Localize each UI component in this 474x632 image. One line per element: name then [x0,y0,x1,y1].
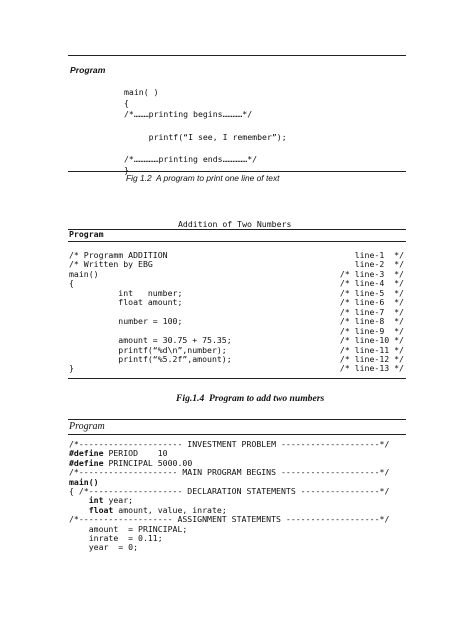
fig3-program-heading: Program [69,421,105,432]
fig2-line-comment: /* line-7 */ [339,306,404,317]
fig2-line-comment: line-2 */ [354,259,404,270]
fig2-code-line: main() [69,268,99,279]
fig3-code-text: year = 0; [69,542,139,553]
fig1-code-line: /*……………printing ends……………*/ [124,154,258,165]
fig1-code-line: { [124,98,129,109]
fig2-line-comment: /* line-9 */ [339,325,404,336]
fig3-keyword: float [69,504,114,515]
fig3-code-text: /*------------------- ASSIGNMENT STATEMENTS -------------------*/ [69,514,390,525]
fig3-code-text: amount = PRINCIPAL; [69,523,188,534]
fig2-code-line: } [69,363,74,374]
fig2-line-comment: /* line-8 */ [339,316,404,327]
fig2-top-rule [68,229,406,230]
fig2-line-comment: /* line-12 */ [339,353,404,364]
fig2-code-line: int number; [69,287,183,298]
fig2-code-line: amount = 30.75 + 75.35; [69,335,232,346]
fig2-line-comment: /* line-4 */ [339,278,404,289]
fig1-bottom-rule [68,171,406,172]
fig2-line-comment: /* line-6 */ [339,297,404,308]
fig2-code-line: float amount; [69,297,183,308]
fig1-code-line: printf(“I see, I remember”); [124,131,287,142]
fig1-code-line: } [124,165,129,176]
fig3-code-line [69,541,138,553]
fig2-code-line: /* Written by EBG [69,259,153,270]
fig2-line-comment: line-1 */ [354,250,404,260]
fig1-code-line: /*………printing begins…………*/ [124,109,253,120]
fig2-code-line: { [69,278,74,289]
fig3-code-text: year; [103,495,134,506]
fig2-code-line: printf(“%5.2f”,amount); [69,353,232,364]
fig2-line-comment: /* line-13 */ [339,363,404,374]
fig3-code-text: { /*------------------- DECLARATION STATEMENTS ----------------*/ [69,486,390,496]
fig3-code-text: inrate = 0.11; [69,533,163,543]
fig3-keyword: main() [69,476,99,487]
fig2-line-comment: /* line-3 */ [339,268,404,279]
fig3-keyword: #define [69,457,104,468]
fig2-bottom-rule [68,378,406,379]
fig1-program-heading: Program [70,65,106,75]
fig2-code-line: number = 100; [69,316,183,327]
fig1-caption: Fig 1.2 A program to print one line of text [126,173,280,183]
fig1-top-rule [68,55,406,56]
fig2-line-comment: /* line-5 */ [339,287,404,298]
fig2-code-line: /* Programm ADDITION [69,250,168,260]
fig2-line-comment: /* line-11 */ [339,344,404,355]
fig3-keyword: int [69,495,104,506]
fig2-caption: Fig.1.4 Program to add two numbers [176,393,325,404]
fig3-top-rule [68,419,406,420]
fig3-code-text: /*-------------------- MAIN PROGRAM BEGINS --------------------*/ [69,467,390,478]
fig3-code-text: amount, value, inrate; [113,504,227,515]
fig2-title: Addition of Two Numbers [178,219,292,229]
fig3-keyword: #define [69,448,104,459]
fig3-code-text: PERIOD 10 [103,448,168,459]
fig2-mid-rule [68,241,406,242]
fig3-code-text: /*--------------------- INVESTMENT PROBLEM --------------------*/ [69,439,390,449]
fig3-code-line [69,466,389,478]
fig2-code-line: printf(“%d\n”,number); [69,344,227,355]
fig2-line-comment: /* line-10 */ [339,335,404,346]
fig3-mid-rule [68,434,406,435]
fig2-program-heading: Program [69,229,104,239]
fig1-code-line: main( ) [124,87,159,97]
fig3-code-text: PRINCIPAL 5000.00 [103,457,193,468]
